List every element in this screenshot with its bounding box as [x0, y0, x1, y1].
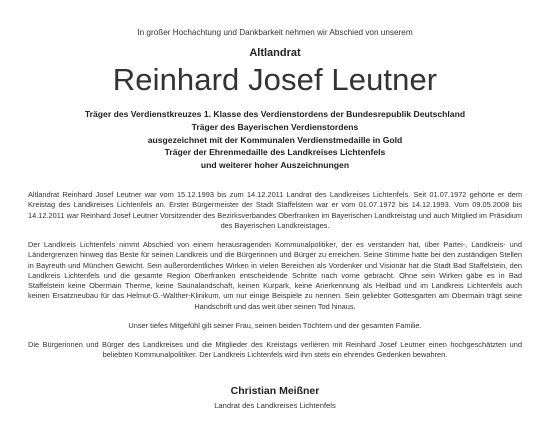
rank-title: Altlandrat [249, 47, 301, 59]
tribute-paragraph: Der Landkreis Lichtenfels nimmt Abschied von einem herausragenden Kommunalpolitiker, der es verstanden hat, über Partei-, Landkreis- und Ländergrenzen hinweg das Beste für seinen Landkreis und die Bürgerinnen und Bürger zu erreichen. Seine Stimme hatte bei den zuständigen Stellen in Bayreuth und München Gewicht. Sein außerordentliches Wirken in vielen Bereichen als Vordenker und Visionär hat die Stadt Bad Staffelstein, den Landkreis Lichtenfels und die gesamte Region Oberfranken entscheidende Schritte nach vorne gebracht. Ohne sein Wirken gäbe es in Bad Staffelstein keine Obermain Therme, keine Saunalandschaft, keinen Kurpark, keine Anerkennung als Heilbad und im Landkreis Lichtenfels auch keinen Ersatzneubau für das Helmut-G.-Walther-Klinikum, um nur einige Beispiele zu nennen. Sein geliebter Gottesgarten am Obermain trägt seine Handschrift und das weit über seinen Tod hinaus. [28, 240, 522, 311]
career-paragraph: Altlandrat Reinhard Josef Leutner war vom 15.12.1993 bis zum 14.12.2011 Landrat des Landkreises Lichtenfels. Seit 01.07.1972 gehörte er dem Kreistag des Landkreises Lichtenfels an. Erster Bürgermeister der Stadt Staffelstein war er vom 01.07.1972 bis 14.12.1993. Vom 09.05.2008 bis 14.12.2011 war Reinhard Josef Leutner Vorsitzender des Bezirksverbandes Oberfranken im Bayerischen Landkreistag und auch Mitglied im Präsidium des Bayerischen Landkreistages. [28, 190, 522, 230]
honor-item: Träger des Bayerischen Verdienstordens [191, 121, 359, 132]
honor-item: Träger der Ehrenmedaille des Landkreises Lichtenfels [164, 147, 386, 158]
honor-item: und weiterer hoher Auszeichnungen [200, 160, 350, 171]
deceased-name: Reinhard Josef Leutner [112, 62, 438, 97]
honor-item: Träger des Verdienstkreuzes 1. Klasse des Verdienstordens der Bundesrepublik Deutschland [84, 109, 466, 119]
closing-paragraph: Die Bürgerinnen und Bürger des Landkreises und die Mitglieder des Kreistags verlieren mit Reinhard Josef Leutner einen hochgeschätzten und beliebten Kommunalpolitiker. Der Landkreis Lichtenfels wird ihm stets ein ehrendes Gedenken bewahren. [28, 340, 522, 360]
condolence-paragraph: Unser tiefes Mitgefühl gilt seiner Frau, seinen beiden Töchtern und der gesamten Familie. [128, 321, 422, 330]
honors-list [0, 108, 550, 172]
signatory-name: Christian Meißner [230, 385, 320, 397]
intro-line: In großer Hochachtung und Dankbarkeit nehmen wir Abschied von unserem [137, 28, 413, 37]
honor-item: ausgezeichnet mit der Kommunalen Verdienstmedaille in Gold [147, 134, 403, 145]
signatory-title: Landrat des Landkreises Lichtenfels [214, 401, 336, 410]
